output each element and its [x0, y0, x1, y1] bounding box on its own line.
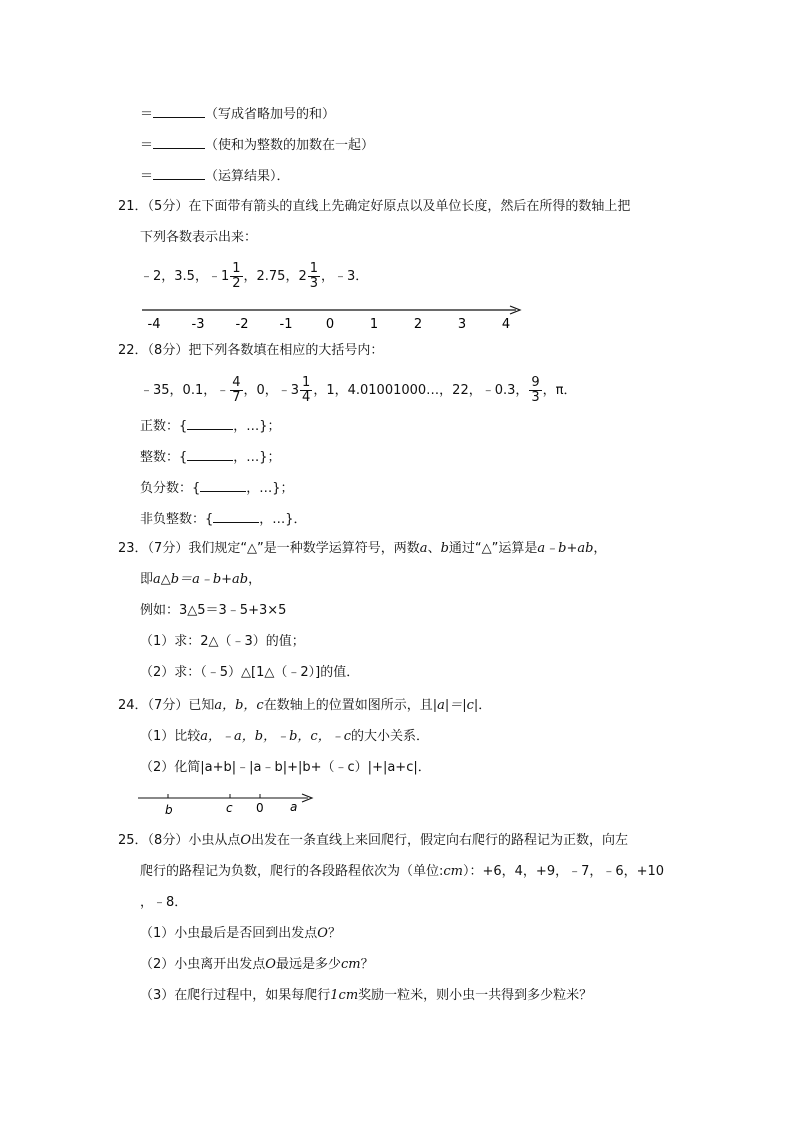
- var-a: a: [419, 541, 428, 556]
- tick-label: 0: [325, 317, 335, 332]
- q21-numbers: [140, 262, 368, 291]
- q24-sub-1-end: 的大小关系．: [351, 729, 430, 744]
- set-label: 负分数：{: [140, 481, 201, 496]
- question-number: 22．: [118, 343, 148, 358]
- q25-line-2: [140, 863, 664, 881]
- q21-line-2: [140, 229, 257, 247]
- q25-sub-1-end: ？: [327, 926, 341, 941]
- q22-numbers: [140, 376, 577, 405]
- q24-vars: a，b，c: [214, 698, 264, 713]
- q23-text: （7分）我们规定“△”是一种数学运算符号，两数: [147, 541, 420, 556]
- q22-nums-b: ，0，﹣3: [243, 383, 300, 398]
- set-tail: ，…}．: [259, 512, 307, 527]
- q22-positive: [140, 416, 281, 436]
- answer-blank[interactable]: [187, 416, 233, 430]
- fraction: $\frac{1}{2}$: [232, 261, 241, 291]
- q24-sub-2-text: （2）化简|a+b|﹣|a﹣b|+|b+（﹣c）|+|a+c|．: [140, 760, 431, 775]
- fraction: $\frac{4}{7}$: [232, 375, 241, 405]
- tick-label: 2: [413, 317, 423, 332]
- q24-sub-1-pre: （1）比较: [140, 729, 201, 744]
- set-tail: ，…}；: [233, 450, 281, 465]
- q25-line3: ，﹣8．: [140, 895, 188, 910]
- answer-blank[interactable]: [153, 104, 205, 118]
- point-O: O: [317, 926, 328, 941]
- q25-sub-2: [140, 956, 374, 974]
- label-c: c: [226, 801, 233, 815]
- label-b: b: [165, 803, 173, 817]
- question-number: 23．: [118, 541, 148, 556]
- sep: 、: [427, 541, 441, 556]
- q23-text-mid: 通过“△”运算是: [448, 541, 538, 556]
- q21-line-1: [118, 198, 630, 216]
- q21-text: （5分）在下面带有箭头的直线上先确定好原点以及单位长度，然后在所得的数轴上把: [147, 199, 631, 214]
- q20-note-1: （写成省略加号的和）: [205, 107, 336, 122]
- q25-sub-3: [140, 987, 592, 1005]
- tick-label: 3: [457, 317, 467, 332]
- question-number: 25．: [118, 833, 148, 848]
- fraction: $\frac{1}{3}$: [309, 261, 318, 291]
- point-O: O: [240, 833, 251, 848]
- set-label: 整数：{: [140, 450, 188, 465]
- q25-sub-2-mid: 最远是多少: [275, 957, 341, 972]
- q20-line-2: [140, 135, 374, 155]
- q25-sub-1-pre: （1）小虫最后是否回到出发点: [140, 926, 318, 941]
- q23-sub-2: [140, 664, 359, 682]
- answer-blank[interactable]: [153, 166, 205, 180]
- q23-sub-1-text: （1）求：2△（﹣3）的值；: [140, 634, 305, 649]
- unit-cm: cm: [443, 864, 463, 879]
- q22-nonneg: [140, 509, 307, 529]
- label-a: a: [290, 800, 298, 814]
- q25-line2-pre: 爬行的路程记为负数，爬行的各段路程依次为（单位:: [140, 864, 444, 879]
- q20-note-3: （运算结果）．: [205, 169, 290, 184]
- question-number: 21．: [118, 199, 148, 214]
- q22-line-1: [118, 342, 383, 360]
- q25-line1-pre: （8分）小虫从点: [147, 833, 241, 848]
- q23-example: [140, 602, 286, 620]
- set-label: 非负整数：{: [140, 512, 214, 527]
- tick-label: 4: [501, 317, 511, 332]
- q25-line2-end: ）：+6，4，+9，﹣7，﹣6，+10: [463, 864, 665, 879]
- q24-sub-1-vars: a，﹣a，b，﹣b，c，﹣c: [200, 729, 351, 744]
- answer-blank[interactable]: [187, 447, 233, 461]
- tick-label: -3: [191, 317, 205, 332]
- q24-sub-1: [140, 728, 429, 746]
- q23-example-text: 例如：3△5＝3﹣5+3×5: [140, 603, 287, 618]
- q22-nums-d: ，π．: [542, 383, 577, 398]
- q24-text-mid: 在数轴上的位置如图所示，且: [263, 698, 433, 713]
- q23-sub-2-text: （2）求：（﹣5）△[1△（﹣2）]的值．: [140, 665, 360, 680]
- q22-integer: [140, 447, 281, 467]
- fraction: $\frac{9}{3}$: [531, 375, 540, 405]
- q24-line-1: [118, 697, 491, 715]
- q25-sub-1: [140, 925, 341, 943]
- tick-label: -4: [147, 317, 161, 332]
- q20-line-3: [140, 166, 290, 186]
- equals-sign: ＝: [140, 169, 154, 184]
- q23-line-1: [118, 540, 606, 558]
- equals-sign: ＝: [140, 107, 154, 122]
- q21-text-2: 下列各数表示出来：: [140, 230, 258, 245]
- set-tail: ，…}；: [233, 419, 281, 434]
- q23-line2-end: ，: [248, 572, 262, 587]
- q21-nums-c: ，﹣3．: [321, 269, 369, 284]
- q23-sub-1: [140, 633, 305, 651]
- var-b: b: [440, 541, 449, 556]
- answer-blank[interactable]: [153, 135, 205, 149]
- q22-nums-a: ﹣35，0.1，﹣: [140, 383, 230, 398]
- q24-sub-2: [140, 759, 431, 777]
- number-line-q21: [138, 300, 528, 334]
- q20-line-1: [140, 104, 335, 124]
- unit-1cm: 1cm: [330, 988, 359, 1003]
- q23-line-2: [140, 571, 261, 589]
- equals-sign: ＝: [140, 138, 154, 153]
- tick-label: -2: [235, 317, 249, 332]
- set-tail: ，…}；: [246, 481, 294, 496]
- unit-cm: cm: [340, 957, 361, 972]
- label-0: 0: [256, 801, 264, 815]
- answer-blank[interactable]: [200, 478, 246, 492]
- number-line-q24: [136, 790, 320, 818]
- set-label: 正数：{: [140, 419, 188, 434]
- q25-line-3: [140, 894, 187, 912]
- tick-label: 1: [369, 317, 379, 332]
- q25-sub-2-pre: （2）小虫离开出发点: [140, 957, 266, 972]
- q20-note-2: （使和为整数的加数在一起）: [205, 138, 375, 153]
- q23-line2-expr: a△b＝a﹣b+ab: [153, 572, 249, 587]
- q23-line2-pre: 即: [140, 572, 154, 587]
- q24-text-end: ．: [478, 698, 492, 713]
- tick-label: -1: [279, 317, 293, 332]
- q25-line1-end: 出发在一条直线上来回爬行，假定向右爬行的路程记为正数，向左: [251, 833, 629, 848]
- q25-sub-3-pre: （3）在爬行过程中，如果每爬行: [140, 988, 331, 1003]
- q24-text: （7分）已知: [147, 698, 215, 713]
- q22-negfrac: [140, 478, 294, 498]
- point-O: O: [265, 957, 276, 972]
- q22-nums-c: ，1，4.01001000…，22，﹣0.3，: [313, 383, 529, 398]
- answer-blank[interactable]: [213, 509, 259, 523]
- q23-expr: a﹣b+ab: [537, 541, 594, 556]
- question-number: 24．: [118, 698, 148, 713]
- q25-sub-2-end: ？: [360, 957, 374, 972]
- q23-expr-end: ，: [593, 541, 607, 556]
- q21-nums-b: ，2.75，2: [243, 269, 307, 284]
- q21-nums-a: ﹣2，3.5，﹣1: [140, 269, 230, 284]
- q25-sub-3-end: 奖励一粒米，则小虫一共得到多少粒米？: [358, 988, 593, 1003]
- q25-line-1: [118, 832, 628, 850]
- q22-text: （8分）把下列各数填在相应的大括号内：: [147, 343, 384, 358]
- fraction: $\frac{1}{4}$: [302, 375, 311, 405]
- q24-cond: |a|＝|c|: [432, 698, 479, 713]
